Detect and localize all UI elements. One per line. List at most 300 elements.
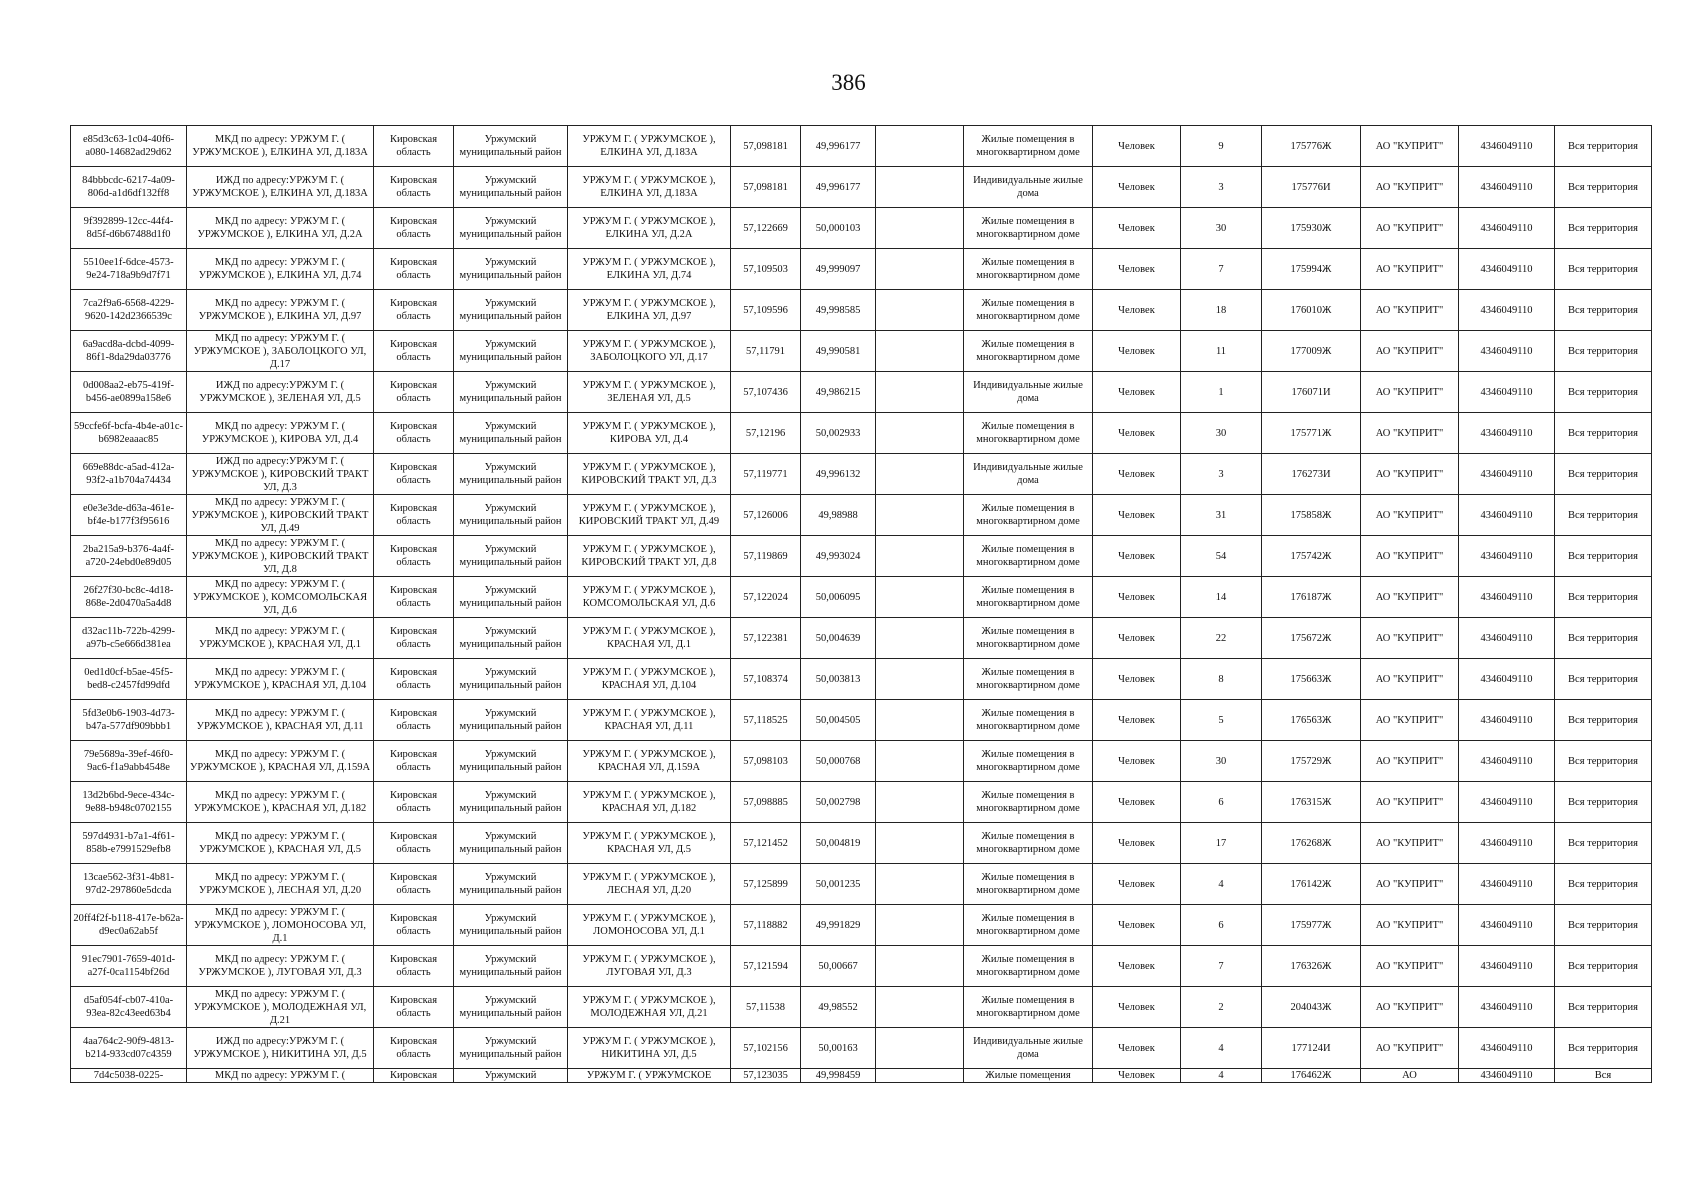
table-row [71,536,1652,577]
cell-empty [876,126,964,167]
cell-category: Жилые помещения в многоквартирном доме [964,208,1093,249]
cell-region: Кировская область [374,823,454,864]
cell-district: Уржумский муниципальный район [454,249,568,290]
cell-address: УРЖУМ Г. ( УРЖУМСКОЕ ), ЛУГОВАЯ УЛ, Д.3 [568,946,731,987]
cell-count: 14 [1181,577,1262,618]
cell-organization: АО [1361,1069,1459,1083]
cell-object: МКД по адресу: УРЖУМ Г. ( УРЖУМСКОЕ ), КИРОВА УЛ, Д.4 [187,413,374,454]
cell-longitude: 50,003813 [801,659,876,700]
cell-territory: Вся территория [1555,618,1652,659]
cell-longitude: 50,001235 [801,864,876,905]
cell-address: УРЖУМ Г. ( УРЖУМСКОЕ ), КРАСНАЯ УЛ, Д.5 [568,823,731,864]
table-row [71,864,1652,905]
cell-organization: АО "КУПРИТ" [1361,249,1459,290]
cell-longitude: 49,999097 [801,249,876,290]
cell-address: УРЖУМ Г. ( УРЖУМСКОЕ ), КИРОВСКИЙ ТРАКТ УЛ, Д.8 [568,536,731,577]
table-row [71,987,1652,1028]
cell-latitude: 57,098103 [731,741,801,782]
cell-count: 6 [1181,905,1262,946]
cell-region: Кировская область [374,167,454,208]
cell-code: 176462Ж [1262,1069,1361,1083]
cell-latitude: 57,126006 [731,495,801,536]
cell-organization: АО "КУПРИТ" [1361,659,1459,700]
cell-region: Кировская область [374,208,454,249]
cell-longitude: 49,98552 [801,987,876,1028]
cell-district: Уржумский муниципальный район [454,454,568,495]
cell-id: 597d4931-b7a1-4f61-858b-e7991529efb8 [71,823,187,864]
cell-object: МКД по адресу: УРЖУМ Г. ( УРЖУМСКОЕ ), КРАСНАЯ УЛ, Д.1 [187,618,374,659]
cell-organization: АО "КУПРИТ" [1361,331,1459,372]
cell-organization: АО "КУПРИТ" [1361,700,1459,741]
cell-address: УРЖУМ Г. ( УРЖУМСКОЕ ), МОЛОДЕЖНАЯ УЛ, Д.21 [568,987,731,1028]
table-row [71,413,1652,454]
cell-inn: 4346049110 [1459,167,1555,208]
cell-territory: Вся территория [1555,1028,1652,1069]
cell-unit: Человек [1093,372,1181,413]
cell-category: Жилые помещения в многоквартирном доме [964,249,1093,290]
cell-id: 7d4c5038-0225- [71,1069,187,1083]
cell-organization: АО "КУПРИТ" [1361,290,1459,331]
cell-empty [876,495,964,536]
cell-region: Кировская область [374,249,454,290]
cell-address: УРЖУМ Г. ( УРЖУМСКОЕ ), КРАСНАЯ УЛ, Д.159А [568,741,731,782]
cell-unit: Человек [1093,208,1181,249]
cell-id: 13d2b6bd-9ece-434c-9e88-b948c0702155 [71,782,187,823]
cell-code: 175672Ж [1262,618,1361,659]
cell-category: Жилые помещения в многоквартирном доме [964,577,1093,618]
cell-territory: Вся территория [1555,331,1652,372]
cell-district: Уржумский муниципальный район [454,905,568,946]
cell-organization: АО "КУПРИТ" [1361,126,1459,167]
cell-organization: АО "КУПРИТ" [1361,905,1459,946]
cell-object: МКД по адресу: УРЖУМ Г. ( УРЖУМСКОЕ ), ЛУГОВАЯ УЛ, Д.3 [187,946,374,987]
cell-inn: 4346049110 [1459,290,1555,331]
cell-longitude: 49,998585 [801,290,876,331]
table-row [71,249,1652,290]
cell-empty [876,741,964,782]
cell-count: 30 [1181,413,1262,454]
cell-longitude: 50,00163 [801,1028,876,1069]
cell-address: УРЖУМ Г. ( УРЖУМСКОЕ ), КРАСНАЯ УЛ, Д.1 [568,618,731,659]
table-row [71,659,1652,700]
cell-unit: Человек [1093,905,1181,946]
cell-district: Уржумский муниципальный район [454,208,568,249]
cell-code: 177009Ж [1262,331,1361,372]
cell-unit: Человек [1093,290,1181,331]
cell-unit: Человек [1093,1028,1181,1069]
cell-id: 84bbbcdc-6217-4a09-806d-a1d6df132ff8 [71,167,187,208]
cell-latitude: 57,11791 [731,331,801,372]
cell-territory: Вся территория [1555,208,1652,249]
cell-unit: Человек [1093,167,1181,208]
cell-address: УРЖУМ Г. ( УРЖУМСКОЕ ), КИРОВСКИЙ ТРАКТ УЛ, Д.49 [568,495,731,536]
cell-code: 176273И [1262,454,1361,495]
cell-code: 176563Ж [1262,700,1361,741]
cell-count: 18 [1181,290,1262,331]
cell-territory: Вся [1555,1069,1652,1083]
table-row [71,782,1652,823]
cell-empty [876,372,964,413]
cell-object: МКД по адресу: УРЖУМ Г. ( УРЖУМСКОЕ ), КРАСНАЯ УЛ, Д.159А [187,741,374,782]
cell-latitude: 57,121452 [731,823,801,864]
cell-code: 177124И [1262,1028,1361,1069]
cell-code: 175742Ж [1262,536,1361,577]
cell-inn: 4346049110 [1459,536,1555,577]
cell-region: Кировская область [374,864,454,905]
cell-object: ИЖД по адресу:УРЖУМ Г. ( УРЖУМСКОЕ ), ЕЛКИНА УЛ, Д.183А [187,167,374,208]
cell-object: МКД по адресу: УРЖУМ Г. ( УРЖУМСКОЕ ), КРАСНАЯ УЛ, Д.182 [187,782,374,823]
cell-empty [876,905,964,946]
cell-organization: АО "КУПРИТ" [1361,946,1459,987]
cell-object: МКД по адресу: УРЖУМ Г. ( УРЖУМСКОЕ ), КРАСНАЯ УЛ, Д.5 [187,823,374,864]
cell-region: Кировская область [374,659,454,700]
cell-territory: Вся территория [1555,782,1652,823]
cell-longitude: 50,00667 [801,946,876,987]
cell-count: 4 [1181,864,1262,905]
cell-longitude: 49,996177 [801,167,876,208]
cell-district: Уржумский муниципальный район [454,290,568,331]
table-row [71,167,1652,208]
cell-latitude: 57,109503 [731,249,801,290]
cell-object: МКД по адресу: УРЖУМ Г. ( УРЖУМСКОЕ ), КОМСОМОЛЬСКАЯ УЛ, Д.6 [187,577,374,618]
cell-count: 3 [1181,167,1262,208]
cell-category: Индивидуальные жилые дома [964,372,1093,413]
cell-territory: Вся территория [1555,946,1652,987]
cell-region: Кировская область [374,1028,454,1069]
cell-unit: Человек [1093,536,1181,577]
cell-region: Кировская [374,1069,454,1083]
cell-address: УРЖУМ Г. ( УРЖУМСКОЕ ), ЕЛКИНА УЛ, Д.183А [568,126,731,167]
cell-empty [876,1069,964,1083]
cell-unit: Человек [1093,659,1181,700]
cell-organization: АО "КУПРИТ" [1361,167,1459,208]
cell-latitude: 57,108374 [731,659,801,700]
cell-id: 20ff4f2f-b118-417e-b62a-d9ec0a62ab5f [71,905,187,946]
cell-address: УРЖУМ Г. ( УРЖУМСКОЕ ), ЕЛКИНА УЛ, Д.97 [568,290,731,331]
cell-territory: Вся территория [1555,700,1652,741]
cell-count: 2 [1181,987,1262,1028]
cell-code: 175729Ж [1262,741,1361,782]
cell-empty [876,700,964,741]
cell-count: 4 [1181,1069,1262,1083]
cell-object: ИЖД по адресу:УРЖУМ Г. ( УРЖУМСКОЕ ), КИРОВСКИЙ ТРАКТ УЛ, Д.3 [187,454,374,495]
cell-organization: АО "КУПРИТ" [1361,495,1459,536]
cell-category: Жилые помещения в многоквартирном доме [964,331,1093,372]
cell-inn: 4346049110 [1459,1069,1555,1083]
cell-count: 6 [1181,782,1262,823]
cell-organization: АО "КУПРИТ" [1361,1028,1459,1069]
cell-category: Жилые помещения в многоквартирном доме [964,864,1093,905]
cell-code: 176071И [1262,372,1361,413]
cell-empty [876,249,964,290]
cell-inn: 4346049110 [1459,618,1555,659]
cell-territory: Вся территория [1555,495,1652,536]
cell-category: Жилые помещения в многоквартирном доме [964,823,1093,864]
registry-body [71,126,1652,1083]
cell-id: 7ca2f9a6-6568-4229-9620-142d2366539c [71,290,187,331]
cell-address: УРЖУМ Г. ( УРЖУМСКОЕ ), ЛОМОНОСОВА УЛ, Д.1 [568,905,731,946]
cell-longitude: 50,006095 [801,577,876,618]
cell-inn: 4346049110 [1459,864,1555,905]
cell-territory: Вся территория [1555,741,1652,782]
cell-category: Жилые помещения в многоквартирном доме [964,905,1093,946]
cell-count: 7 [1181,946,1262,987]
cell-count: 17 [1181,823,1262,864]
cell-category: Жилые помещения в многоквартирном доме [964,987,1093,1028]
cell-inn: 4346049110 [1459,249,1555,290]
cell-territory: Вся территория [1555,577,1652,618]
cell-inn: 4346049110 [1459,1028,1555,1069]
cell-longitude: 49,998459 [801,1069,876,1083]
table-row [71,618,1652,659]
cell-latitude: 57,123035 [731,1069,801,1083]
cell-longitude: 49,98988 [801,495,876,536]
cell-unit: Человек [1093,946,1181,987]
cell-empty [876,208,964,249]
cell-latitude: 57,109596 [731,290,801,331]
cell-count: 7 [1181,249,1262,290]
cell-code: 175776Ж [1262,126,1361,167]
registry-table [70,125,1652,1083]
cell-category: Жилые помещения в многоквартирном доме [964,618,1093,659]
cell-count: 4 [1181,1028,1262,1069]
table-row [71,905,1652,946]
cell-address: УРЖУМ Г. ( УРЖУМСКОЕ ), КРАСНАЯ УЛ, Д.11 [568,700,731,741]
cell-id: 13cae562-3f31-4b81-97d2-297860e5dcda [71,864,187,905]
cell-latitude: 57,102156 [731,1028,801,1069]
cell-territory: Вся территория [1555,905,1652,946]
cell-count: 3 [1181,454,1262,495]
cell-district: Уржумский муниципальный район [454,1028,568,1069]
cell-address: УРЖУМ Г. ( УРЖУМСКОЕ ), ЗЕЛЕНАЯ УЛ, Д.5 [568,372,731,413]
cell-address: УРЖУМ Г. ( УРЖУМСКОЕ ), КИРОВА УЛ, Д.4 [568,413,731,454]
cell-longitude: 49,993024 [801,536,876,577]
cell-unit: Человек [1093,823,1181,864]
cell-latitude: 57,119771 [731,454,801,495]
cell-code: 175771Ж [1262,413,1361,454]
cell-region: Кировская область [374,126,454,167]
cell-inn: 4346049110 [1459,495,1555,536]
table-row [71,823,1652,864]
cell-territory: Вся территория [1555,290,1652,331]
cell-inn: 4346049110 [1459,208,1555,249]
cell-id: 9f392899-12cc-44f4-8d5f-d6b67488d1f0 [71,208,187,249]
cell-object: МКД по адресу: УРЖУМ Г. ( УРЖУМСКОЕ ), КРАСНАЯ УЛ, Д.104 [187,659,374,700]
cell-object: МКД по адресу: УРЖУМ Г. ( УРЖУМСКОЕ ), ЕЛКИНА УЛ, Д.74 [187,249,374,290]
cell-latitude: 57,098181 [731,126,801,167]
cell-unit: Человек [1093,700,1181,741]
cell-region: Кировская область [374,495,454,536]
table-row [71,1069,1652,1083]
cell-category: Индивидуальные жилые дома [964,454,1093,495]
cell-count: 22 [1181,618,1262,659]
cell-district: Уржумский муниципальный район [454,372,568,413]
cell-territory: Вся территория [1555,536,1652,577]
cell-object: МКД по адресу: УРЖУМ Г. ( УРЖУМСКОЕ ), КИРОВСКИЙ ТРАКТ УЛ, Д.8 [187,536,374,577]
cell-address: УРЖУМ Г. ( УРЖУМСКОЕ ), КОМСОМОЛЬСКАЯ УЛ, Д.6 [568,577,731,618]
cell-code: 204043Ж [1262,987,1361,1028]
cell-inn: 4346049110 [1459,577,1555,618]
cell-district: Уржумский муниципальный район [454,946,568,987]
cell-territory: Вся территория [1555,126,1652,167]
cell-district: Уржумский муниципальный район [454,741,568,782]
cell-id: 4aa764c2-90f9-4813-b214-933cd07c4359 [71,1028,187,1069]
cell-category: Жилые помещения в многоквартирном доме [964,946,1093,987]
cell-id: 59ccfe6f-bcfa-4b4e-a01c-b6982eaaac85 [71,413,187,454]
cell-address: УРЖУМ Г. ( УРЖУМСКОЕ ), ЕЛКИНА УЛ, Д.183А [568,167,731,208]
table-row [71,454,1652,495]
cell-inn: 4346049110 [1459,126,1555,167]
cell-address: УРЖУМ Г. ( УРЖУМСКОЕ ), ЛЕСНАЯ УЛ, Д.20 [568,864,731,905]
cell-latitude: 57,098885 [731,782,801,823]
cell-address: УРЖУМ Г. ( УРЖУМСКОЕ ), ЕЛКИНА УЛ, Д.74 [568,249,731,290]
cell-unit: Человек [1093,249,1181,290]
cell-code: 176010Ж [1262,290,1361,331]
table-row [71,495,1652,536]
cell-unit: Человек [1093,413,1181,454]
cell-count: 30 [1181,208,1262,249]
cell-region: Кировская область [374,905,454,946]
cell-longitude: 49,990581 [801,331,876,372]
cell-address: УРЖУМ Г. ( УРЖУМСКОЕ ), КИРОВСКИЙ ТРАКТ УЛ, Д.3 [568,454,731,495]
cell-latitude: 57,119869 [731,536,801,577]
cell-latitude: 57,122024 [731,577,801,618]
cell-unit: Человек [1093,864,1181,905]
cell-category: Жилые помещения в многоквартирном доме [964,536,1093,577]
cell-longitude: 49,986215 [801,372,876,413]
cell-object: МКД по адресу: УРЖУМ Г. ( УРЖУМСКОЕ ), ЕЛКИНА УЛ, Д.183А [187,126,374,167]
cell-code: 176326Ж [1262,946,1361,987]
cell-district: Уржумский муниципальный район [454,495,568,536]
cell-category: Жилые помещения в многоквартирном доме [964,413,1093,454]
cell-address: УРЖУМ Г. ( УРЖУМСКОЕ ), ЕЛКИНА УЛ, Д.2А [568,208,731,249]
cell-id: 91ec7901-7659-401d-a27f-0ca1154bf26d [71,946,187,987]
cell-category: Жилые помещения в многоквартирном доме [964,659,1093,700]
cell-count: 11 [1181,331,1262,372]
table-row [71,126,1652,167]
cell-region: Кировская область [374,618,454,659]
cell-count: 8 [1181,659,1262,700]
cell-region: Кировская область [374,413,454,454]
table-row [71,290,1652,331]
cell-category: Жилые помещения в многоквартирном доме [964,495,1093,536]
cell-unit: Человек [1093,782,1181,823]
cell-longitude: 49,996132 [801,454,876,495]
cell-longitude: 50,004819 [801,823,876,864]
cell-code: 175977Ж [1262,905,1361,946]
cell-category: Жилые помещения в многоквартирном доме [964,741,1093,782]
cell-unit: Человек [1093,741,1181,782]
cell-organization: АО "КУПРИТ" [1361,413,1459,454]
cell-territory: Вся территория [1555,167,1652,208]
cell-territory: Вся территория [1555,823,1652,864]
cell-longitude: 49,996177 [801,126,876,167]
cell-count: 54 [1181,536,1262,577]
cell-empty [876,946,964,987]
cell-inn: 4346049110 [1459,987,1555,1028]
cell-organization: АО "КУПРИТ" [1361,618,1459,659]
cell-id: e85d3c63-1c04-40f6-a080-14682ad29d62 [71,126,187,167]
cell-district: Уржумский муниципальный район [454,331,568,372]
cell-id: e0e3e3de-d63a-461e-bf4e-b177f3f95616 [71,495,187,536]
cell-object: ИЖД по адресу:УРЖУМ Г. ( УРЖУМСКОЕ ), ЗЕЛЕНАЯ УЛ, Д.5 [187,372,374,413]
cell-latitude: 57,11538 [731,987,801,1028]
cell-address: УРЖУМ Г. ( УРЖУМСКОЕ [568,1069,731,1083]
cell-region: Кировская область [374,700,454,741]
cell-count: 5 [1181,700,1262,741]
cell-region: Кировская область [374,741,454,782]
cell-empty [876,577,964,618]
cell-longitude: 50,004505 [801,700,876,741]
cell-object: МКД по адресу: УРЖУМ Г. ( УРЖУМСКОЕ ), ЕЛКИНА УЛ, Д.2А [187,208,374,249]
cell-address: УРЖУМ Г. ( УРЖУМСКОЕ ), КРАСНАЯ УЛ, Д.104 [568,659,731,700]
table-row [71,577,1652,618]
cell-latitude: 57,125899 [731,864,801,905]
cell-district: Уржумский [454,1069,568,1083]
cell-territory: Вся территория [1555,249,1652,290]
cell-count: 9 [1181,126,1262,167]
cell-object: МКД по адресу: УРЖУМ Г. ( УРЖУМСКОЕ ), ЗАБОЛОЦКОГО УЛ, Д.17 [187,331,374,372]
cell-organization: АО "КУПРИТ" [1361,454,1459,495]
cell-id: 26f27f30-bc8c-4d18-868e-2d0470a5a4d8 [71,577,187,618]
cell-district: Уржумский муниципальный район [454,618,568,659]
cell-longitude: 50,000103 [801,208,876,249]
cell-latitude: 57,118882 [731,905,801,946]
cell-inn: 4346049110 [1459,331,1555,372]
cell-code: 175776И [1262,167,1361,208]
cell-object: МКД по адресу: УРЖУМ Г. ( УРЖУМСКОЕ ), МОЛОДЕЖНАЯ УЛ, Д.21 [187,987,374,1028]
table-row [71,331,1652,372]
cell-id: 0d008aa2-eb75-419f-b456-ae0899a158e6 [71,372,187,413]
cell-territory: Вся территория [1555,454,1652,495]
cell-empty [876,454,964,495]
cell-empty [876,782,964,823]
cell-empty [876,331,964,372]
cell-region: Кировская область [374,946,454,987]
cell-district: Уржумский муниципальный район [454,167,568,208]
cell-category: Жилые помещения в многоквартирном доме [964,290,1093,331]
cell-organization: АО "КУПРИТ" [1361,823,1459,864]
cell-inn: 4346049110 [1459,741,1555,782]
cell-inn: 4346049110 [1459,823,1555,864]
cell-region: Кировская область [374,782,454,823]
cell-territory: Вся территория [1555,987,1652,1028]
cell-empty [876,290,964,331]
cell-count: 1 [1181,372,1262,413]
cell-code: 175994Ж [1262,249,1361,290]
cell-organization: АО "КУПРИТ" [1361,741,1459,782]
cell-code: 176187Ж [1262,577,1361,618]
page-number: 386 [831,70,866,95]
cell-unit: Человек [1093,987,1181,1028]
cell-code: 176315Ж [1262,782,1361,823]
cell-inn: 4346049110 [1459,782,1555,823]
cell-object: МКД по адресу: УРЖУМ Г. ( УРЖУМСКОЕ ), ЕЛКИНА УЛ, Д.97 [187,290,374,331]
cell-longitude: 50,000768 [801,741,876,782]
cell-empty [876,536,964,577]
cell-longitude: 50,002933 [801,413,876,454]
cell-inn: 4346049110 [1459,659,1555,700]
cell-object: МКД по адресу: УРЖУМ Г. ( УРЖУМСКОЕ ), ЛЕСНАЯ УЛ, Д.20 [187,864,374,905]
cell-id: d32ac11b-722b-4299-a97b-c5e666d381ea [71,618,187,659]
cell-object: МКД по адресу: УРЖУМ Г. ( УРЖУМСКОЕ ), ЛОМОНОСОВА УЛ, Д.1 [187,905,374,946]
cell-inn: 4346049110 [1459,946,1555,987]
cell-id: 2ba215a9-b376-4a4f-a720-24ebd0e89d05 [71,536,187,577]
cell-category: Жилые помещения в многоквартирном доме [964,700,1093,741]
cell-unit: Человек [1093,495,1181,536]
cell-category: Жилые помещения в многоквартирном доме [964,126,1093,167]
cell-latitude: 57,118525 [731,700,801,741]
